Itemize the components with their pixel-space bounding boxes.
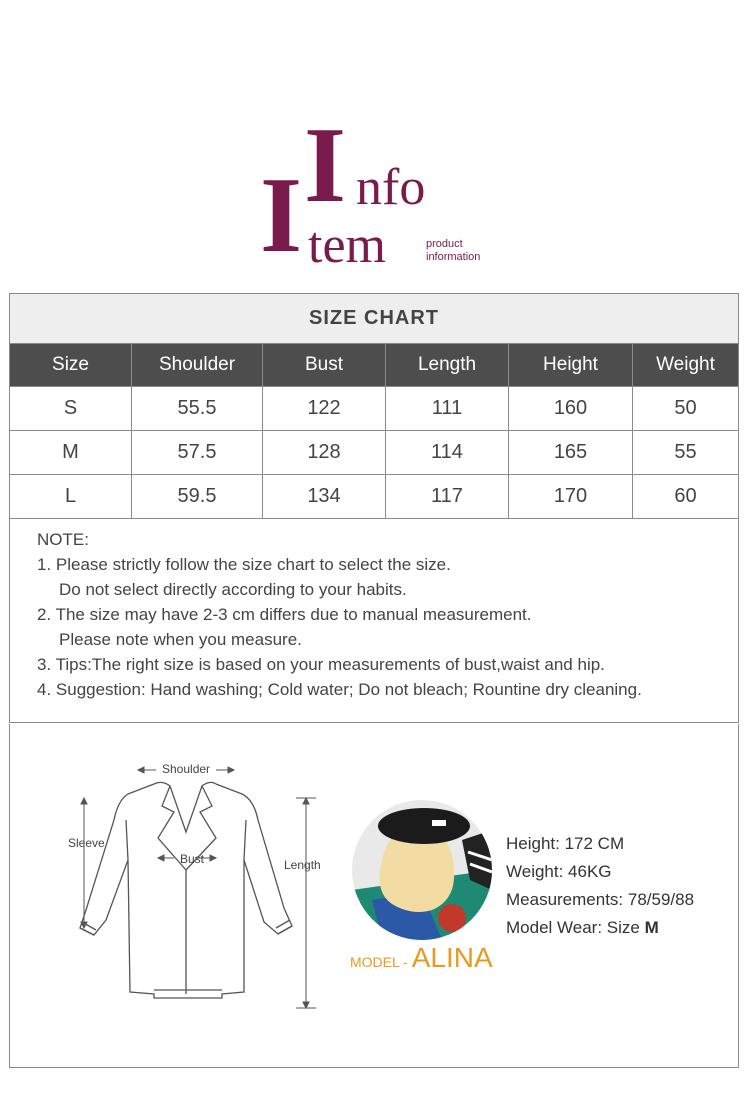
cell-size: M <box>10 431 132 475</box>
table-row <box>10 431 739 475</box>
cell-weight: 60 <box>633 475 739 519</box>
model-prefix: MODEL - <box>350 954 412 970</box>
table-row <box>10 475 739 519</box>
model-measurements: Measurements: 78/59/88 <box>506 890 695 909</box>
logo-word-item: tem <box>308 217 386 274</box>
cell-length: 114 <box>386 431 509 475</box>
model-weight: Weight: 46KG <box>506 862 612 881</box>
logo-letter-i-top: I <box>304 106 347 225</box>
logo-subtitle-line2: information <box>426 251 481 263</box>
size-chart-title: SIZE CHART <box>10 294 738 343</box>
sleeve-label: Sleeve <box>68 836 105 850</box>
model-wear-size: M <box>644 918 659 937</box>
bust-label: Bust <box>180 852 205 866</box>
cell-bust: 122 <box>263 387 386 431</box>
cell-bust: 134 <box>263 475 386 519</box>
logo-subtitle <box>426 238 480 264</box>
model-info <box>506 830 694 942</box>
model-name: ALINA <box>411 942 493 973</box>
note-line: 1. Please strictly follow the size chart to select the size. <box>37 555 451 574</box>
cell-bust: 128 <box>263 431 386 475</box>
model-portrait-image <box>352 800 492 940</box>
note-title: NOTE: <box>37 530 89 549</box>
logo-word-info: nfo <box>356 159 426 216</box>
cell-shoulder: 59.5 <box>132 475 263 519</box>
header-size: Size <box>10 344 132 387</box>
model-height: Height: 172 CM <box>506 834 625 853</box>
model-photo <box>352 800 492 940</box>
model-name-tag <box>350 942 493 974</box>
coat-measurement-diagram <box>66 760 336 1010</box>
shoulder-label: Shoulder <box>162 762 211 776</box>
logo-letter-i-bottom: I <box>260 156 303 275</box>
coat-outline-icon <box>66 760 336 1010</box>
cell-height: 170 <box>509 475 633 519</box>
cell-weight: 55 <box>633 431 739 475</box>
size-chart-panel <box>9 293 739 723</box>
logo-subtitle-line1: product <box>426 238 463 250</box>
header-weight: Weight <box>633 344 739 387</box>
note-line: 4. Suggestion: Hand washing; Cold water; Do not bleach; Rountine dry cleaning. <box>37 680 642 699</box>
cell-weight: 50 <box>633 387 739 431</box>
cell-height: 160 <box>509 387 633 431</box>
header-height: Height <box>509 344 633 387</box>
header-bust: Bust <box>263 344 386 387</box>
header-shoulder: Shoulder <box>132 344 263 387</box>
cell-shoulder: 55.5 <box>132 387 263 431</box>
size-table <box>9 343 739 519</box>
note-line: Do not select directly according to your habits. <box>59 580 407 599</box>
note-line: 3. Tips:The right size is based on your measurements of bust,waist and hip. <box>37 655 605 674</box>
size-notes <box>37 527 642 702</box>
cell-size: L <box>10 475 132 519</box>
cell-shoulder: 57.5 <box>132 431 263 475</box>
cell-length: 111 <box>386 387 509 431</box>
size-table-header-row <box>10 344 739 387</box>
table-row <box>10 387 739 431</box>
cell-length: 117 <box>386 475 509 519</box>
header-length: Length <box>386 344 509 387</box>
note-line: Please note when you measure. <box>59 630 302 649</box>
model-wear <box>506 914 694 942</box>
brand-logo <box>260 106 500 275</box>
length-label: Length <box>284 858 321 872</box>
model-wear-label: Model Wear: Size <box>506 918 645 937</box>
note-line: 2. The size may have 2-3 cm differs due to manual measurement. <box>37 605 532 624</box>
model-panel <box>9 724 739 1068</box>
cell-height: 165 <box>509 431 633 475</box>
cell-size: S <box>10 387 132 431</box>
